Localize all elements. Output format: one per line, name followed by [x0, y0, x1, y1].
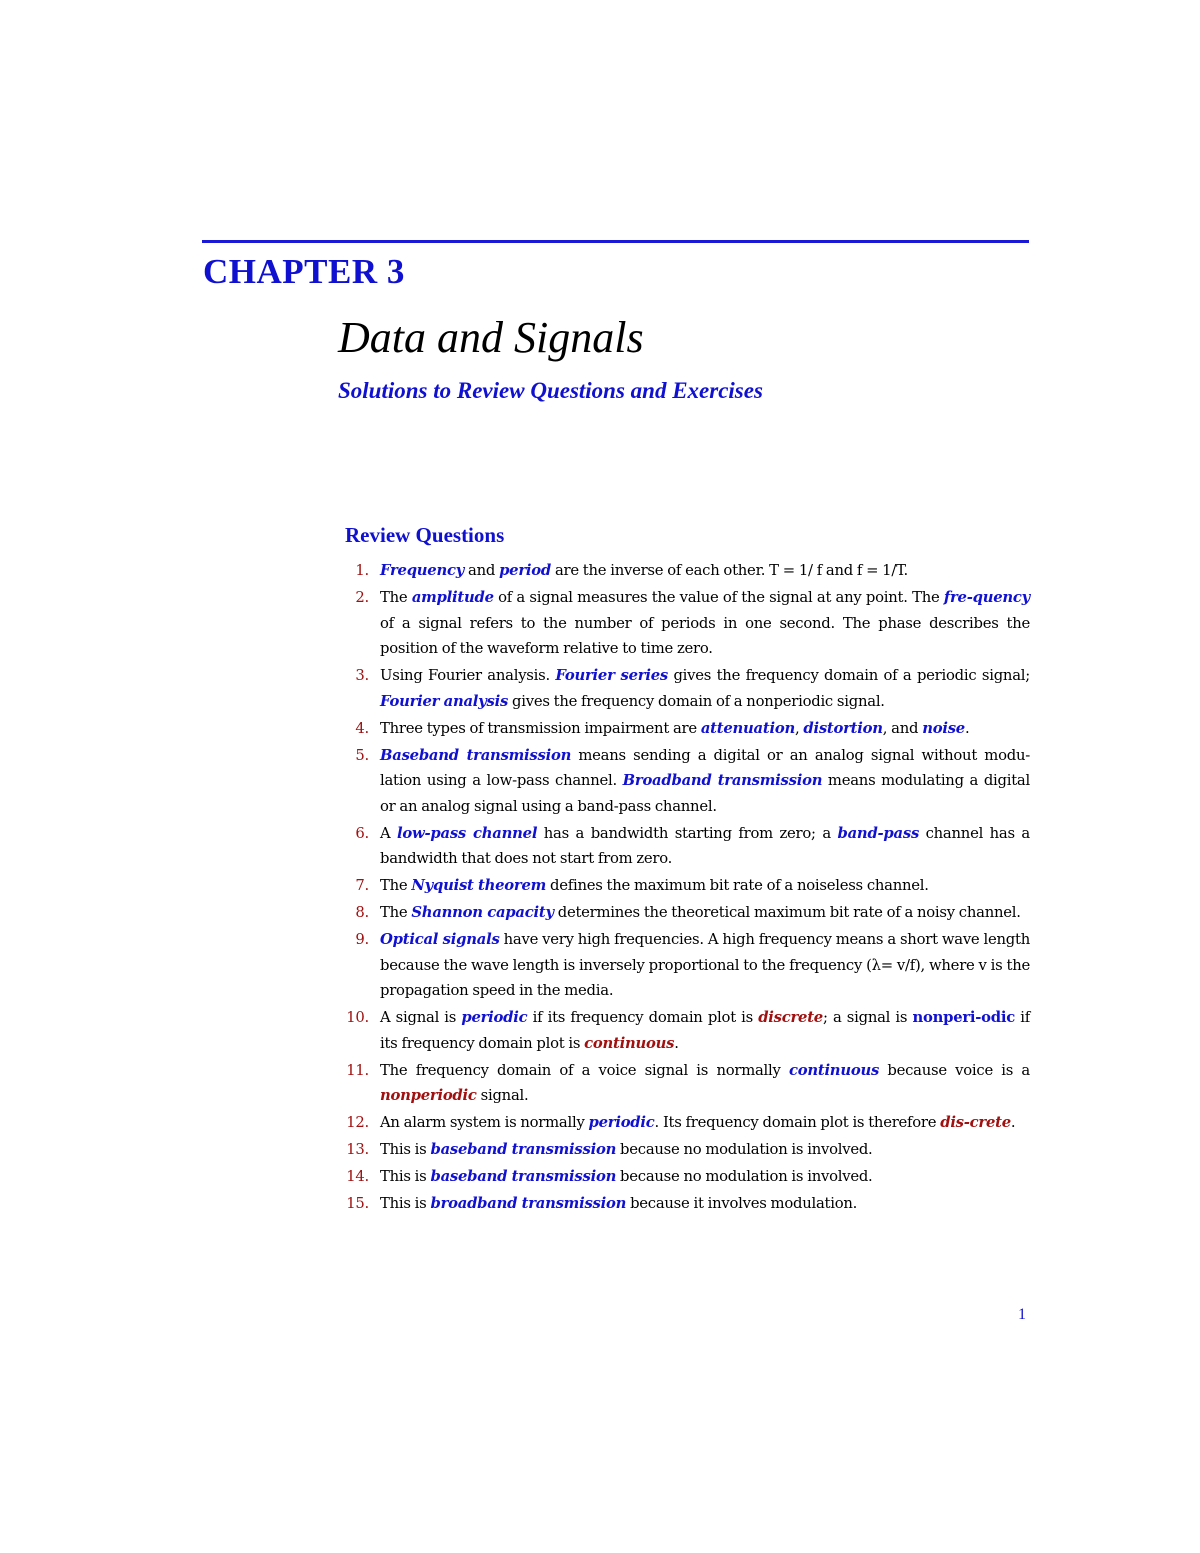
list-item [340, 1005, 1030, 1056]
question-number: 5. [355, 746, 369, 764]
text-run: The [380, 589, 412, 606]
key-term: discrete [758, 1009, 823, 1026]
key-term: band-pass [837, 824, 920, 842]
text-run: have very high frequencies. A high frequency means a short wave length because the wave length is inversely proportional to the frequency (λ= v/f), where v is the propagation speed in the media. [380, 931, 1030, 999]
text-run: A signal is [380, 1009, 462, 1026]
key-term: attenuation [700, 719, 795, 737]
question-number: 15. [346, 1195, 369, 1212]
list-item [340, 1137, 1030, 1163]
section-heading: Review Questions [345, 523, 505, 547]
key-term: dis-crete [940, 1114, 1011, 1131]
text-run: because voice is a [879, 1061, 1031, 1079]
key-term: fre-quency [943, 589, 1030, 606]
key-term: Optical signals [380, 931, 500, 948]
question-number: 9. [355, 931, 369, 948]
question-text [380, 1195, 857, 1212]
text-run: A [380, 824, 398, 842]
question-number: 8. [355, 904, 369, 921]
text-run: defines the maximum bit rate of a noiseless channel. [546, 877, 929, 894]
text-run: are the inverse of each other. T = 1/ f and f = 1/T. [550, 562, 908, 579]
question-number: 2. [355, 589, 369, 606]
key-term: amplitude [411, 589, 494, 606]
question-text [380, 931, 1030, 999]
text-run: An alarm system is normally [380, 1114, 589, 1131]
list-item [340, 821, 1030, 872]
text-run: means sending a digital or an analog signal without modu-lation using a low-pass channel. [380, 746, 1030, 789]
key-term: continuous [584, 1034, 675, 1052]
key-term: Broadband transmission [622, 772, 823, 789]
list-item [340, 1164, 1030, 1190]
question-text [380, 1009, 1030, 1052]
text-run: because no modulation is involved. [616, 1168, 873, 1185]
text-run: signal. [476, 1087, 529, 1104]
text-run: This is [380, 1195, 431, 1212]
text-run: Using Fourier analysis. [380, 667, 556, 684]
question-text [380, 1114, 1015, 1131]
key-term: baseband transmission [430, 1168, 617, 1185]
key-term: Fourier series [555, 667, 668, 684]
key-term: Fourier analysis [380, 692, 509, 710]
review-questions-list [340, 558, 1030, 1218]
question-text [380, 825, 1030, 868]
text-run: because it involves modulation. [626, 1195, 858, 1212]
text-run: and [464, 562, 500, 579]
text-run: The frequency domain of a voice signal is normally [380, 1061, 789, 1079]
text-run: gives the frequency domain of a periodic signal; [667, 667, 1030, 684]
question-number: 6. [355, 824, 369, 842]
question-text [380, 562, 908, 579]
text-run: This is [380, 1168, 431, 1185]
page-title: Data and Signals [338, 313, 644, 362]
text-run: The [380, 877, 412, 894]
text-run: has a bandwidth starting from zero; a [537, 824, 838, 842]
question-text [380, 1062, 1030, 1105]
text-run: . [1010, 1114, 1016, 1131]
question-number: 14. [346, 1168, 369, 1185]
key-term: period [499, 562, 551, 579]
text-run: . [674, 1034, 679, 1052]
question-number: 12. [346, 1114, 369, 1131]
list-item [340, 558, 1030, 584]
key-term: low-pass channel [397, 824, 538, 842]
text-run: of a signal measures the value of the signal at any point. The [493, 589, 944, 606]
question-text [380, 747, 1030, 815]
question-text [380, 589, 1030, 657]
question-text [380, 1141, 873, 1158]
key-term: nonperiodic [380, 1087, 477, 1104]
text-run: , [794, 719, 804, 737]
list-item [340, 716, 1030, 742]
key-term: noise [922, 719, 965, 737]
list-item [340, 585, 1030, 662]
text-run: determines the theoretical maximum bit rate of a noisy channel. [553, 904, 1021, 921]
text-run: . [964, 719, 970, 737]
question-text [380, 904, 1021, 921]
list-item [340, 1191, 1030, 1217]
text-run: of a signal refers to the number of periods in one second. The phase describes the position of the waveform relative to time zero. [380, 614, 1030, 657]
list-item [340, 900, 1030, 926]
key-term: nonperi-odic [912, 1009, 1016, 1026]
text-run: Three types of transmission impairment are [380, 719, 701, 737]
question-text [380, 667, 1030, 710]
key-term: baseband transmission [430, 1141, 617, 1158]
page-subtitle: Solutions to Review Questions and Exercises [338, 378, 763, 403]
text-run: channel has a bandwidth that does not start from zero. [380, 824, 1030, 867]
key-term: periodic [588, 1114, 655, 1131]
text-run: The [380, 904, 412, 921]
chapter-rule [202, 240, 1029, 243]
list-item [340, 1058, 1030, 1109]
question-number: 7. [355, 877, 369, 894]
list-item [340, 873, 1030, 899]
question-number: 4. [355, 719, 369, 737]
text-run: means modulating a digital or an analog signal using a band-pass channel. [380, 772, 1030, 815]
question-text [380, 877, 929, 894]
list-item [340, 743, 1030, 820]
key-term: Baseband transmission [380, 746, 572, 764]
key-term: Nyquist theorem [411, 877, 547, 894]
text-run: gives the frequency domain of a nonperiodic signal. [508, 692, 885, 710]
key-term: broadband transmission [430, 1195, 627, 1212]
list-item [340, 663, 1030, 714]
key-term: periodic [461, 1009, 528, 1026]
text-run: ; a signal is [822, 1009, 913, 1026]
question-text [380, 1168, 873, 1185]
text-run: . Its frequency domain plot is therefore [654, 1114, 941, 1131]
key-term: Shannon capacity [411, 904, 554, 921]
question-number: 10. [346, 1009, 369, 1026]
text-run: if its frequency domain plot is [380, 1009, 1030, 1052]
chapter-heading: CHAPTER 3 [203, 252, 405, 291]
key-term: continuous [788, 1061, 880, 1079]
question-text [380, 720, 969, 737]
list-item [340, 927, 1030, 1004]
question-number: 13. [346, 1141, 369, 1158]
text-run: , and [882, 719, 923, 737]
text-run: This is [380, 1141, 431, 1158]
question-number: 11. [346, 1061, 369, 1079]
key-term: distortion [803, 719, 883, 737]
question-number: 3. [355, 667, 369, 684]
key-term: Frequency [380, 562, 465, 579]
list-item [340, 1110, 1030, 1136]
text-run: if its frequency domain plot is [527, 1009, 759, 1026]
page-number: 1 [1018, 1306, 1026, 1323]
question-number: 1. [355, 562, 369, 579]
text-run: because no modulation is involved. [616, 1141, 873, 1158]
